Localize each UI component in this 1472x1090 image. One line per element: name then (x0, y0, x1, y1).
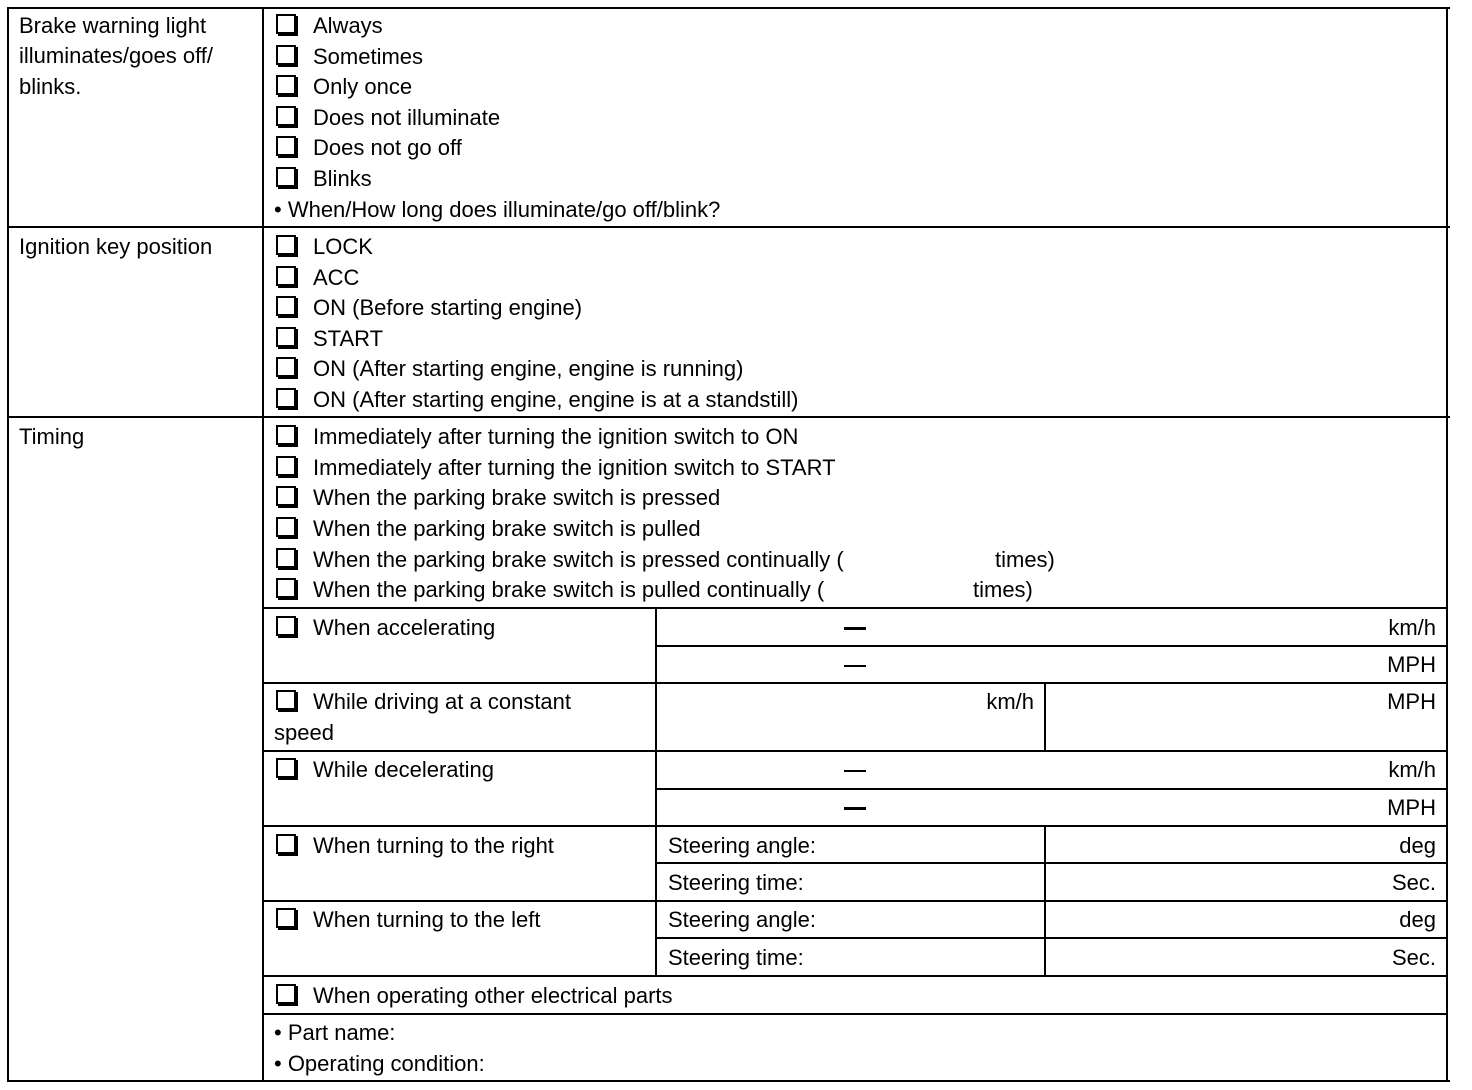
decel-kmh-dash (844, 770, 866, 772)
ignition-option-acc: ACC (313, 265, 360, 290)
brake-not-illuminate-checkbox[interactable] (276, 106, 296, 126)
timing-ign-start-checkbox[interactable] (276, 456, 296, 476)
left-inner-divider (655, 937, 1448, 939)
left-angle-unit: deg (1399, 907, 1436, 932)
brake-not-go-off-checkbox[interactable] (276, 136, 296, 156)
decel-inner-divider (655, 788, 1448, 790)
timing-divider-4 (262, 825, 1448, 827)
right-angle-unit: deg (1399, 833, 1436, 858)
timing-divider-5 (262, 900, 1448, 902)
timing-option-pb-pulled-cont: When the parking brake switch is pulled continually ( (313, 577, 825, 602)
constant-speed-label-line-1: While driving at a constant (313, 689, 572, 714)
brake-label-line-2: illuminates/goes off/ (19, 43, 214, 68)
right-inner-divider (655, 862, 1448, 864)
ignition-option-lock: LOCK (313, 234, 373, 259)
brake-option-always: Always (313, 13, 383, 38)
timing-pb-pulled-cont-checkbox[interactable] (276, 578, 296, 598)
timing-option-pb-pulled: When the parking brake switch is pulled (313, 516, 701, 541)
right-angle-label: Steering angle: (668, 833, 816, 858)
timing-pb-pressed-checkbox[interactable] (276, 486, 296, 506)
accelerating-checkbox[interactable] (276, 616, 296, 636)
part-name-label: • Part name: (274, 1020, 396, 1045)
constant-speed-kmh-unit: km/h (986, 689, 1034, 714)
accel-mph-dash (844, 665, 866, 667)
ignition-lock-checkbox[interactable] (276, 235, 296, 255)
turning-left-label: When turning to the left (313, 907, 541, 932)
brake-option-only-once: Only once (313, 74, 413, 99)
pressed-times-label: times) (995, 547, 1055, 572)
brake-only-once-checkbox[interactable] (276, 75, 296, 95)
timing-pb-pulled-checkbox[interactable] (276, 517, 296, 537)
ignition-on-running-checkbox[interactable] (276, 357, 296, 377)
timing-divider-2 (262, 682, 1448, 684)
brake-option-blinks: Blinks (313, 166, 372, 191)
timing-ign-on-checkbox[interactable] (276, 425, 296, 445)
ignition-label: Ignition key position (19, 234, 213, 259)
accel-kmh-unit: km/h (1388, 615, 1436, 640)
left-angle-label: Steering angle: (668, 907, 816, 932)
timing-label: Timing (19, 424, 85, 449)
decel-mph-dash (844, 807, 866, 810)
accel-inner-divider (655, 645, 1448, 647)
row-divider-brake (7, 226, 1450, 228)
timing-option-ign-on: Immediately after turning the ignition switch to ON (313, 424, 799, 449)
turning-right-label: When turning to the right (313, 833, 554, 858)
other-electrical-checkbox[interactable] (276, 984, 296, 1004)
brake-label-line-1: Brake warning light (19, 13, 207, 38)
decel-mph-unit: MPH (1387, 795, 1436, 820)
decel-kmh-unit: km/h (1388, 757, 1436, 782)
table-border-top (7, 7, 1450, 9)
turning-right-checkbox[interactable] (276, 834, 296, 854)
timing-option-pb-pressed-cont: When the parking brake switch is pressed continually ( (313, 547, 844, 572)
brake-note: • When/How long does illuminate/go off/blink? (274, 197, 721, 222)
steering-split (1044, 825, 1046, 977)
brake-blinks-checkbox[interactable] (276, 167, 296, 187)
timing-divider-1 (262, 607, 1448, 609)
ignition-option-on-running: ON (After starting engine, engine is running) (313, 356, 744, 381)
ignition-on-before-checkbox[interactable] (276, 296, 296, 316)
brake-option-sometimes: Sometimes (313, 44, 424, 69)
constant-speed-split (1044, 682, 1046, 752)
constant-speed-label-line-2: speed (274, 720, 334, 745)
brake-option-not-illuminate: Does not illuminate (313, 105, 501, 130)
timing-value-column-divider (655, 607, 657, 977)
turning-left-checkbox[interactable] (276, 908, 296, 928)
timing-option-ign-start: Immediately after turning the ignition switch to START (313, 455, 836, 480)
decelerating-label: While decelerating (313, 757, 494, 782)
other-electrical-label: When operating other electrical parts (313, 983, 673, 1008)
brake-option-not-go-off: Does not go off (313, 135, 462, 160)
ignition-option-on-standstill: ON (After starting engine, engine is at a standstill) (313, 387, 799, 412)
ignition-on-standstill-checkbox[interactable] (276, 388, 296, 408)
brake-sometimes-checkbox[interactable] (276, 45, 296, 65)
ignition-option-start: START (313, 326, 384, 351)
timing-pb-pressed-cont-checkbox[interactable] (276, 548, 296, 568)
ignition-option-on-before: ON (Before starting engine) (313, 295, 583, 320)
operating-condition-label: • Operating condition: (274, 1051, 485, 1076)
row-divider-ignition (7, 416, 1450, 418)
ignition-start-checkbox[interactable] (276, 327, 296, 347)
ignition-acc-checkbox[interactable] (276, 266, 296, 286)
column-divider-main (262, 7, 264, 1082)
decelerating-checkbox[interactable] (276, 758, 296, 778)
timing-option-pb-pressed: When the parking brake switch is pressed (313, 485, 721, 510)
table-border-bottom (7, 1080, 1450, 1082)
timing-divider-3 (262, 750, 1448, 752)
left-time-unit: Sec. (1391, 945, 1436, 970)
table-border-right (1446, 7, 1448, 1082)
constant-speed-mph-unit: MPH (1387, 689, 1436, 714)
pulled-times-label: times) (973, 577, 1033, 602)
left-time-label: Steering time: (668, 945, 804, 970)
constant-speed-checkbox[interactable] (276, 690, 296, 710)
accelerating-label: When accelerating (313, 615, 496, 640)
timing-divider-7 (262, 1013, 1448, 1015)
table-border-left (7, 7, 9, 1082)
accel-kmh-dash (844, 627, 866, 630)
right-time-unit: Sec. (1391, 870, 1436, 895)
right-time-label: Steering time: (668, 870, 804, 895)
brake-label-line-3: blinks. (19, 74, 82, 99)
brake-always-checkbox[interactable] (276, 14, 296, 34)
timing-divider-6 (262, 975, 1448, 977)
accel-mph-unit: MPH (1387, 652, 1436, 677)
